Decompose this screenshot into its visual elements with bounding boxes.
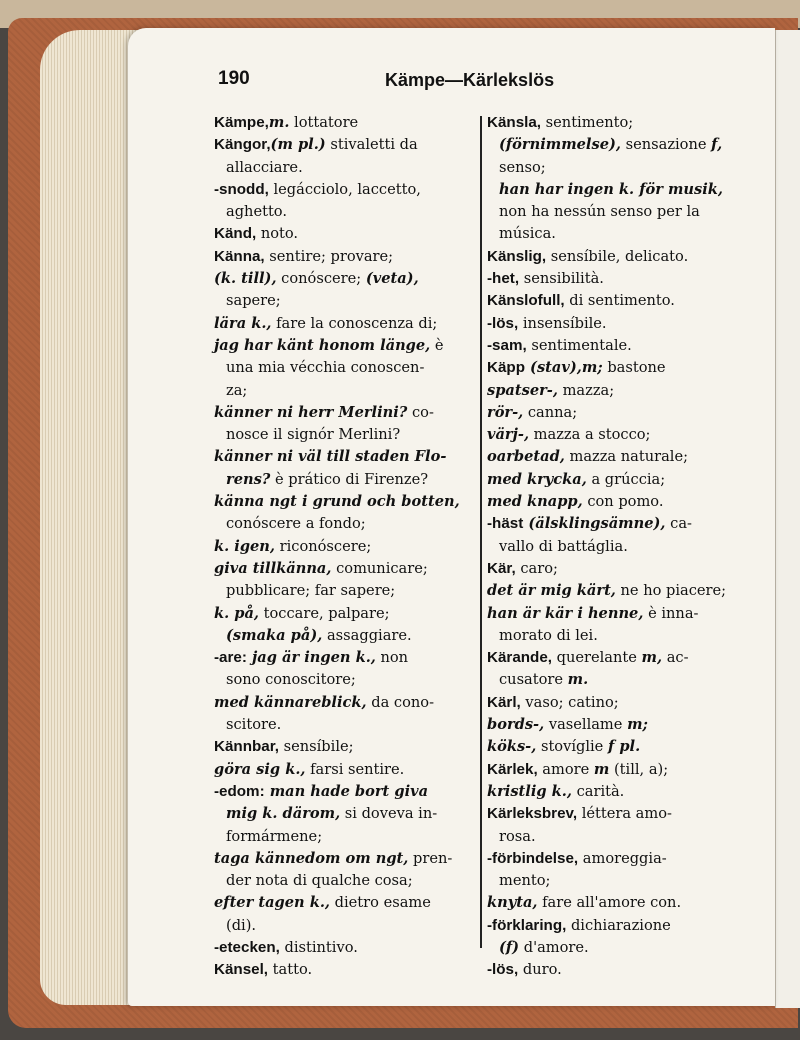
dictionary-line xyxy=(214,536,472,558)
dictionary-line xyxy=(214,469,472,491)
text: morato di lei. xyxy=(499,626,598,644)
example: m. xyxy=(268,114,290,131)
text: ca- xyxy=(665,515,692,533)
text: a grúccia; xyxy=(586,470,666,488)
dictionary-line xyxy=(214,736,472,758)
text: conóscere a fondo; xyxy=(226,515,366,533)
example: känna ngt i grund och botten, xyxy=(214,493,460,511)
dictionary-line xyxy=(214,625,472,647)
text: formármene; xyxy=(226,827,323,845)
text: sensibilità. xyxy=(519,270,604,288)
text: non xyxy=(375,649,409,667)
dictionary-line xyxy=(487,246,749,268)
headword: Känsel, xyxy=(214,961,269,979)
example: k. på, xyxy=(214,604,260,622)
headword: Kärl, xyxy=(487,693,521,711)
dictionary-line xyxy=(487,937,749,959)
text: comunicare; xyxy=(331,559,428,577)
example: spatser-, xyxy=(487,381,558,399)
page-number: 190 xyxy=(218,68,250,89)
headword: -etecken, xyxy=(214,938,280,956)
dictionary-line xyxy=(214,915,472,937)
headword: -are: xyxy=(214,649,247,667)
headword: -förklaring, xyxy=(487,916,567,934)
headword: Kär, xyxy=(487,559,516,577)
headword: Kärleksbrev, xyxy=(487,805,578,823)
headword: Kärande, xyxy=(487,649,552,667)
text: rosa. xyxy=(499,827,536,845)
text: stovíglie xyxy=(536,738,608,756)
text: mazza naturale; xyxy=(564,448,689,466)
example: oarbetad, xyxy=(487,448,565,466)
headword: Känna, xyxy=(214,247,265,265)
headword: Känslig, xyxy=(487,247,547,265)
text: vallo di battáglia. xyxy=(499,537,628,555)
dictionary-line xyxy=(487,491,749,513)
dictionary-line xyxy=(214,335,472,357)
text: dietro esame xyxy=(330,894,431,912)
example: (älsklingsämne), xyxy=(523,515,666,533)
example: jag har känt honom länge, xyxy=(214,336,431,354)
text: música. xyxy=(499,225,556,243)
text: vaso; catino; xyxy=(520,693,619,711)
example: m; xyxy=(581,359,603,377)
dictionary-line xyxy=(214,246,472,268)
dictionary-line xyxy=(487,803,749,825)
dictionary-line xyxy=(214,424,472,446)
dictionary-line xyxy=(214,491,472,513)
text: con pomo. xyxy=(582,493,664,511)
example: (m pl.) xyxy=(270,136,326,154)
text: ne ho piacere; xyxy=(615,582,727,600)
dictionary-line xyxy=(214,759,472,781)
headword: -lös, xyxy=(487,961,519,979)
text: amoreggia- xyxy=(578,849,667,867)
text: vasellame xyxy=(544,716,628,734)
headword: Känd, xyxy=(214,225,257,243)
dictionary-line xyxy=(214,870,472,892)
dictionary-line xyxy=(487,112,749,134)
text: insensíbile. xyxy=(518,314,607,332)
dictionary-line xyxy=(487,513,749,535)
example: värj-, xyxy=(487,426,530,444)
text: allacciare. xyxy=(226,158,303,176)
dictionary-line xyxy=(214,714,472,736)
headword: Kängor, xyxy=(214,136,271,154)
headword: -het, xyxy=(487,270,520,288)
dictionary-line xyxy=(214,826,472,848)
example: (f) xyxy=(499,938,520,956)
example: m. xyxy=(567,671,589,689)
dictionary-line xyxy=(214,558,472,580)
text: co- xyxy=(407,403,434,421)
dictionary-line xyxy=(487,625,749,647)
dictionary-line xyxy=(214,380,472,402)
example: f, xyxy=(711,136,723,154)
dictionary-line xyxy=(487,268,749,290)
dictionary-line xyxy=(487,558,749,580)
text: toccare, palpare; xyxy=(259,604,390,622)
dictionary-line xyxy=(487,469,749,491)
example: k. igen, xyxy=(214,537,275,555)
example: lära k., xyxy=(214,314,272,332)
text: za; xyxy=(226,381,248,399)
example: (förnimmelse), xyxy=(499,136,621,154)
text: farsi sentire. xyxy=(305,760,405,778)
text: assaggiare. xyxy=(322,626,412,644)
text: tatto. xyxy=(268,961,313,979)
example: m; xyxy=(627,716,648,734)
left-column xyxy=(214,112,472,982)
dictionary-line xyxy=(487,290,749,312)
text: lottatore xyxy=(289,114,359,131)
example: (k. till), xyxy=(214,270,277,288)
headword: -sam, xyxy=(487,336,527,354)
example: m xyxy=(593,760,610,778)
text: ac- xyxy=(662,649,689,667)
dictionary-line xyxy=(487,536,749,558)
example: han har ingen k. för musik, xyxy=(499,180,723,198)
example: man hade bort giva xyxy=(264,782,429,800)
dictionary-line xyxy=(214,937,472,959)
text: canna; xyxy=(523,403,578,421)
column-divider xyxy=(480,116,482,948)
example: knyta, xyxy=(487,894,538,912)
dictionary-line xyxy=(487,380,749,402)
dictionary-line xyxy=(487,201,749,223)
dictionary-line xyxy=(487,134,749,156)
dictionary-line xyxy=(487,892,749,914)
right-column xyxy=(487,112,749,982)
text: mazza a stocco; xyxy=(529,426,651,444)
dictionary-line xyxy=(487,157,749,179)
text: (di). xyxy=(226,916,257,934)
dictionary-line xyxy=(487,446,749,468)
example: känner ni herr Merlini? xyxy=(214,403,408,421)
text: sensazione xyxy=(620,136,712,154)
headword: Käpp xyxy=(487,359,525,377)
dictionary-line xyxy=(214,580,472,602)
example: efter tagen k., xyxy=(214,894,331,912)
dictionary-line xyxy=(214,669,472,691)
text: sensíbile, delicato. xyxy=(546,247,689,265)
text: (till, a); xyxy=(609,760,669,778)
dictionary-line xyxy=(487,759,749,781)
dictionary-line xyxy=(487,179,749,201)
example: rör-, xyxy=(487,403,524,421)
text: pubblicare; far sapere; xyxy=(226,582,396,600)
example: med knapp, xyxy=(487,493,583,511)
dictionary-line xyxy=(214,313,472,335)
text: nosce il signór Merlini? xyxy=(226,426,401,444)
dictionary-line xyxy=(214,357,472,379)
example: bords-, xyxy=(487,716,545,734)
text: pren- xyxy=(408,849,453,867)
dictionary-line xyxy=(487,959,749,981)
dictionary-line xyxy=(214,112,472,134)
dictionary-line xyxy=(214,290,472,312)
text: cusatore xyxy=(499,671,568,689)
example: rens? xyxy=(226,470,271,488)
headword: Känsla, xyxy=(487,114,542,131)
text: amore xyxy=(537,760,594,778)
dictionary-line xyxy=(214,892,472,914)
example: f pl. xyxy=(607,738,641,756)
dictionary-line xyxy=(214,134,472,156)
text: riconóscere; xyxy=(275,537,372,555)
text: bastone xyxy=(602,359,666,377)
dictionary-line xyxy=(214,692,472,714)
dictionary-line xyxy=(214,179,472,201)
text: stivaletti xyxy=(325,136,400,154)
dictionary-line xyxy=(214,223,472,245)
example: (veta), xyxy=(365,270,419,288)
text: si doveva in- xyxy=(340,805,438,823)
text: distintivo. xyxy=(279,938,358,956)
text: caro; xyxy=(515,559,558,577)
dictionary-line xyxy=(214,402,472,424)
text: senso; xyxy=(499,158,546,176)
dictionary-line xyxy=(487,736,749,758)
example: m, xyxy=(641,649,663,667)
example: giva tillkänna, xyxy=(214,559,332,577)
dictionary-line xyxy=(214,959,472,981)
example: taga kännedom om ngt, xyxy=(214,849,409,867)
headword: -häst xyxy=(487,515,524,533)
dictionary-line xyxy=(214,513,472,535)
text: sensíbile; xyxy=(278,738,354,756)
text: noto. xyxy=(256,225,299,243)
text: da cono- xyxy=(366,693,435,711)
headword: Kännbar, xyxy=(214,738,279,756)
text: sapere; xyxy=(226,292,281,310)
example: med krycka, xyxy=(487,470,587,488)
dictionary-line xyxy=(214,157,472,179)
headword: Känslofull, xyxy=(487,292,565,310)
dictionary-line xyxy=(487,580,749,602)
text: mazza; xyxy=(557,381,615,399)
example: det är mig kärt, xyxy=(487,582,616,600)
dictionary-line xyxy=(487,647,749,669)
dictionary-line xyxy=(214,268,472,290)
dictionary-line xyxy=(214,446,472,468)
text: legácciolo, laccetto, xyxy=(268,180,421,198)
headword: Kärlek, xyxy=(487,760,538,778)
headword: Kämpe, xyxy=(214,114,269,131)
running-head: Kämpe—Kärlekslös xyxy=(385,70,555,90)
text: d'amore. xyxy=(519,938,589,956)
text: querelante xyxy=(552,649,642,667)
dictionary-line xyxy=(487,603,749,625)
example: kristlig k., xyxy=(487,782,572,800)
text: conóscere; xyxy=(276,270,366,288)
text: è inna- xyxy=(643,604,699,622)
dictionary-line xyxy=(214,781,472,803)
text: sentimentale. xyxy=(526,336,632,354)
text: aghetto. xyxy=(226,203,287,221)
dictionary-line xyxy=(487,781,749,803)
dictionary-line xyxy=(487,357,749,379)
text: fare all'amore con. xyxy=(537,894,682,912)
example: (smaka på), xyxy=(226,626,323,644)
example: känner ni väl till staden Flo- xyxy=(214,448,447,466)
example: göra sig k., xyxy=(214,760,306,778)
dictionary-line xyxy=(214,848,472,870)
text: sentimento; xyxy=(541,114,634,131)
text: fare la conoscenza di; xyxy=(271,314,438,332)
dictionary-line xyxy=(487,714,749,736)
text: dichiarazione xyxy=(566,916,671,934)
text: è prático di Firenze? xyxy=(270,470,429,488)
example: han är kär i henne, xyxy=(487,604,644,622)
example: köks-, xyxy=(487,738,537,756)
facing-page-edge xyxy=(775,30,800,1008)
headword: -förbindelse, xyxy=(487,849,579,867)
dictionary-line xyxy=(487,848,749,870)
headword: -lös, xyxy=(487,314,519,332)
dictionary-line xyxy=(214,647,472,669)
text: léttera amo- xyxy=(577,805,672,823)
text: der nota di qualche cosa; xyxy=(226,872,413,890)
headword: -snodd, xyxy=(214,180,269,198)
dictionary-line xyxy=(487,915,749,937)
dictionary-line xyxy=(214,803,472,825)
text: sentire; provare; xyxy=(264,247,394,265)
dictionary-line xyxy=(487,223,749,245)
dictionary-line xyxy=(487,402,749,424)
text: duro. xyxy=(518,961,562,979)
text: scitore. xyxy=(226,716,282,734)
example: med kännareblick, xyxy=(214,693,367,711)
example: jag är ingen k., xyxy=(246,649,376,667)
dictionary-line xyxy=(487,692,749,714)
example: mig k. därom, xyxy=(226,805,341,823)
text: da xyxy=(399,136,418,154)
dictionary-line xyxy=(487,669,749,691)
dictionary-line xyxy=(214,603,472,625)
text: mento; xyxy=(499,872,551,890)
text: sono conoscitore; xyxy=(226,671,356,689)
text: di sentimento. xyxy=(564,292,675,310)
dictionary-line xyxy=(487,424,749,446)
text: è xyxy=(430,336,444,354)
text: carità. xyxy=(571,782,625,800)
dictionary-line xyxy=(487,335,749,357)
dictionary-line xyxy=(487,313,749,335)
dictionary-line xyxy=(214,201,472,223)
text: non ha nessún senso per la xyxy=(499,203,700,221)
text: una mia vécchia conoscen- xyxy=(226,359,425,377)
headword: -edom: xyxy=(214,782,265,800)
dictionary-line xyxy=(487,870,749,892)
dictionary-line xyxy=(487,826,749,848)
example: (stav), xyxy=(524,359,582,377)
